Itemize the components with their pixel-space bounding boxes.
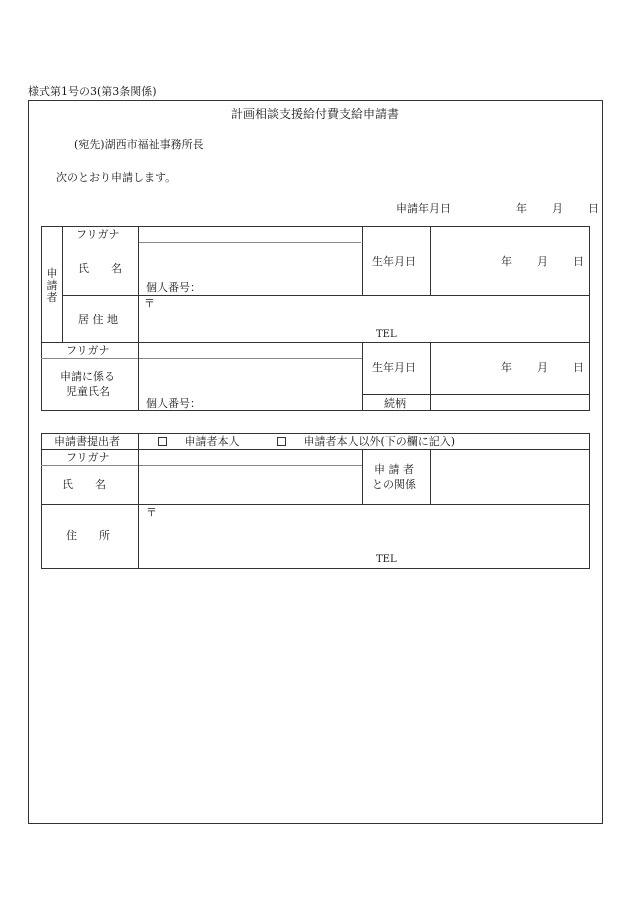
form-title: 計画相談支援給付費支給申請書 [230, 107, 399, 121]
applicant-personal-number-label: 個人番号： [146, 281, 201, 294]
submitter-option-other[interactable]: 申請者本人以外(下の欄に記入) [277, 436, 455, 447]
child-birth-month[interactable]: 月 [537, 361, 548, 374]
applicant-birth-year[interactable]: 年 [501, 255, 512, 268]
application-date-day[interactable]: 日 [588, 202, 599, 215]
submitter-tel-label: TEL [376, 554, 397, 565]
submitter-relation-label-2: との関係 [372, 478, 416, 491]
applicant-birth-date-label: 生年月日 [372, 255, 416, 268]
submitter-other-checkbox[interactable] [277, 437, 286, 446]
submitter-label: 申請書提出者 [54, 435, 120, 448]
application-date-label: 申請年月日 [396, 202, 451, 215]
submitter-table [41, 433, 590, 569]
submitter-furigana-label: フリガナ [66, 451, 110, 464]
child-birth-year[interactable]: 年 [501, 361, 512, 374]
applicant-table [41, 226, 590, 411]
submitter-self-checkbox[interactable] [158, 437, 167, 446]
child-birth-date-label: 生年月日 [372, 361, 416, 374]
child-name-label-1: 申請に係る [60, 370, 115, 383]
applicant-tel-label: TEL [376, 329, 397, 340]
applicant-section-label: 申 請 者 [46, 267, 58, 304]
addressee: (宛先)湖西市福祉事務所長 [74, 138, 204, 151]
submitter-postal-mark: 〒 [146, 506, 157, 519]
child-name-label-2: 児童氏名 [66, 385, 110, 398]
submitter-name-label: 氏 名 [62, 478, 106, 491]
submitter-relation-label-1: 申 請 者 [374, 463, 414, 476]
applicant-name-label: 氏 名 [78, 262, 122, 275]
application-date-year[interactable]: 年 [516, 202, 527, 215]
applicant-postal-mark: 〒 [144, 297, 155, 310]
intro-text: 次のとおり申請します。 [56, 171, 177, 184]
child-relationship-label: 続柄 [384, 397, 406, 410]
applicant-birth-month[interactable]: 月 [537, 255, 548, 268]
form-number: 様式第1号の3(第3条関係) [28, 85, 157, 98]
application-date-month[interactable]: 月 [552, 202, 563, 215]
applicant-birth-day[interactable]: 日 [573, 255, 584, 268]
applicant-address-label: 居 住 地 [78, 313, 118, 326]
submitter-address-label: 住 所 [66, 529, 110, 542]
child-personal-number-label: 個人番号： [146, 397, 201, 410]
submitter-option-self[interactable]: 申請者本人 [158, 436, 240, 447]
child-furigana-label: フリガナ [66, 344, 110, 357]
applicant-furigana-label: フリガナ [76, 228, 120, 241]
child-birth-day[interactable]: 日 [573, 361, 584, 374]
